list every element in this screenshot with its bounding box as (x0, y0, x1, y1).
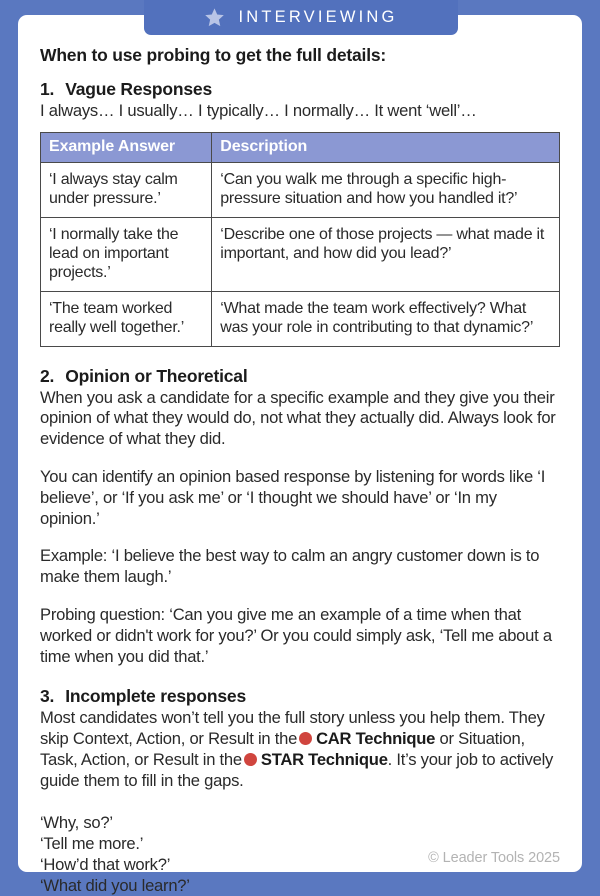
header-badge (144, 0, 458, 35)
section-2-paragraph-3: Example: ‘I believe the best way to calm an angry customer down is to make them laugh.’ (40, 546, 540, 587)
prompt-item: ‘What did you learn?’ (40, 875, 190, 895)
section-2-paragraph-2: You can identify an opinion based response by listening for words like ‘I believe’, or ‘If you ask me’ or ‘I thought we should have’ or ‘In my opinion.’ (40, 466, 546, 528)
section-2-paragraph-4: Probing question: ‘Can you give me an example of a time when that worked or didn't work for you?’ Or you could simply ask, ‘Tell me about a time when you did that.’ (40, 605, 552, 666)
prompt-item: ‘Tell me more.’ (40, 833, 144, 853)
red-dot-icon (299, 732, 312, 745)
section-title-2: Opinion or Theoretical (65, 365, 248, 386)
prompt-item: ‘Why, so?’ (40, 812, 113, 832)
cell-description: ‘Describe one of those projects — what made it important, and how did you lead?’ (212, 217, 560, 291)
content-card (18, 15, 582, 895)
section-heading-3 (40, 686, 560, 707)
prompt-item: ‘How’d that work?’ (40, 854, 171, 874)
copyright-text: © Leader Tools 2025 (428, 850, 560, 866)
table-row (41, 217, 560, 291)
section-3-text-part-2: or Situation, Task, Action, or Result in the (40, 729, 525, 770)
cell-example-answer: ‘I normally take the lead on important projects.’ (41, 217, 212, 291)
star-technique-label: STAR Technique (260, 750, 388, 770)
section-title-3: Incomplete responses (65, 686, 246, 707)
star-icon (204, 7, 225, 28)
section-title-1: Vague Responses (65, 79, 212, 99)
cell-description: ‘Can you walk me through a specific high-pressure situation and how you handled it?’ (212, 163, 560, 218)
column-header-example-answer: Example Answer (41, 133, 212, 163)
example-answers-table (40, 132, 560, 347)
section-2-paragraph-1: When you ask a candidate for a specific example and they give you their opinion of what they would do, not what they actually did. Always look for evidence of what they did. (40, 387, 556, 449)
section-number-1: 1. (40, 79, 55, 99)
cell-example-answer: ‘I always stay calm under pressure.’ (41, 163, 212, 218)
section-3-text-part-1: Most candidates won’t tell you the full story unless you help them. They skip Context, Action, or Result in the (40, 708, 545, 749)
cell-example-answer: ‘The team worked really well together.’ (41, 291, 212, 346)
table-row (41, 163, 560, 218)
section-3-body (40, 708, 560, 791)
section-heading-1 (40, 79, 560, 100)
section-heading-2 (40, 366, 560, 387)
intro-heading: When to use probing to get the full details: (40, 45, 387, 65)
section-3-text-part-3: . It’s your job to actively guide them to fill in the gaps. (40, 750, 554, 790)
cell-description: ‘What made the team work effectively? What was your role in contributing to that dynamic?’ (212, 291, 560, 346)
section-1-lead: I always… I usually… I typically… I normally… It went ‘well’… (40, 101, 477, 120)
badge-label: INTERVIEWING (238, 8, 398, 26)
car-technique-label: CAR Technique (316, 729, 436, 749)
section-number-3: 3. (40, 686, 55, 707)
column-header-description: Description (212, 133, 560, 163)
section-number-2: 2. (40, 365, 55, 386)
table-header-row (41, 133, 560, 163)
red-dot-icon (244, 753, 257, 766)
table-row (41, 291, 560, 346)
